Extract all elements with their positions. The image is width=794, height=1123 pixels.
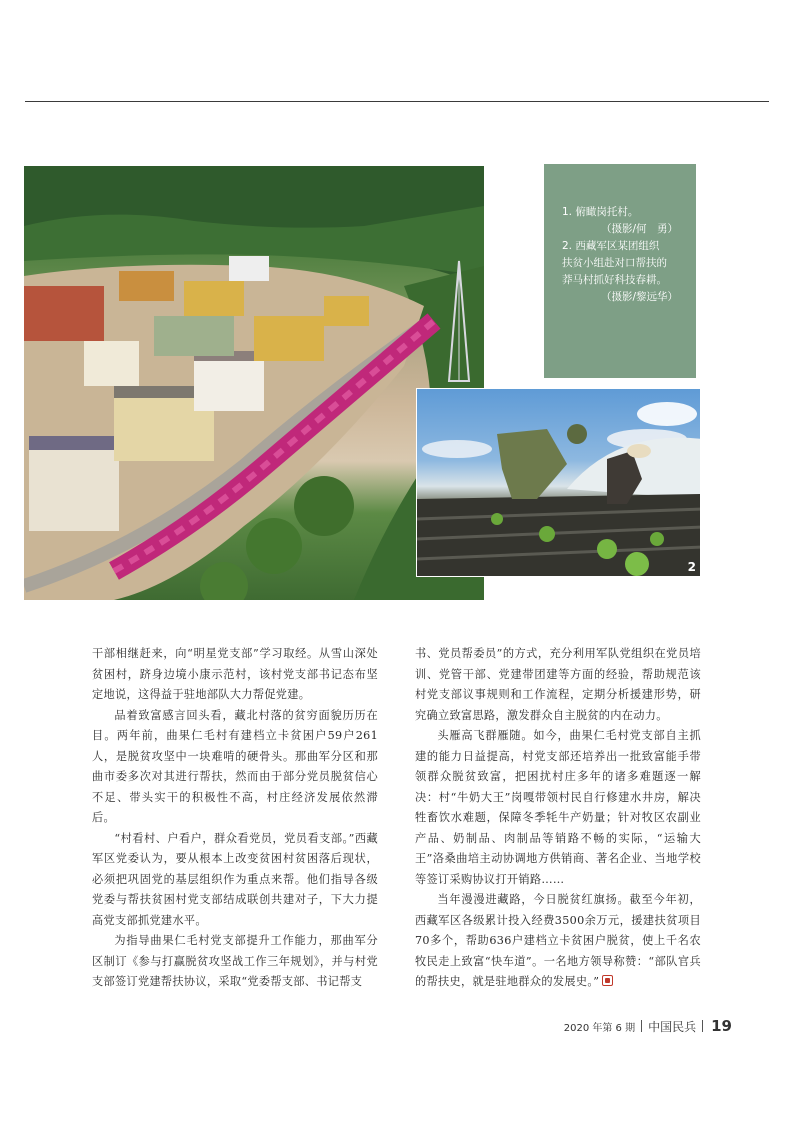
caption-credit-2: （摄影/黎远华） <box>600 291 678 303</box>
caption-line-2a: 2. 西藏军区某团组织 <box>562 240 660 252</box>
caption-credit-1: （摄影/何 勇） <box>600 223 678 235</box>
magazine-name: 中国民兵 <box>648 1019 697 1034</box>
end-mark-icon <box>602 975 613 986</box>
page-number: 19 <box>711 1017 732 1035</box>
footer-divider <box>702 1020 703 1032</box>
paragraph: 头雁高飞群雁随。如今，曲果仁毛村党支部自主抓建的能力日益提高，村党支部还培养出一批致富能手带领群众脱贫致富，把困扰村庄多年的诸多难题逐一解决：村“牛奶大王”岗嘎带领村民自行修建水井房，解决牲畜饮水难题，保障冬季牦牛产奶量；针对牧区农副业产品、奶制品、肉制品等销路不畅的实际，“运输大王”洛桑曲培主动协调地方供销商、著名企业、当地学校等签订采购协议打开销路…… <box>415 729 701 886</box>
header-rule <box>25 101 769 102</box>
article-left-column <box>92 644 378 993</box>
paragraph-final-text: 当年漫漫进藏路，今日脱贫红旗扬。截至今年初，西藏军区各级累计投入经费3500余万元，援建扶贫项目70多个，帮助636户建档立卡贫困户脱贫，使上千名农牧民走上致富“快车道”。一名地方领导称赞：“部队官兵的帮扶史，就是驻地群众的发展史。” <box>415 893 701 988</box>
paragraph: “村看村、户看户，群众看党员，党员看支部。”西藏军区党委认为，要从根本上改变贫困村贫困落后现状，必须把巩固党的基层组织作为重点来帮。他们指导各级党委与帮扶贫困村党支部结成联创共建对子，下大力提高党支部抓党建水平。 <box>92 831 378 927</box>
page-footer <box>564 1017 732 1035</box>
paragraph: 书、党员帮委员”的方式，充分利用军队党组织在党员培训、党管干部、党建带团建等方面的经验，帮助规范该村党支部议事规则和工作流程，定期分析援建形势，研究确立致富思路，激发群众自主脱贫的内在动力。 <box>415 647 701 722</box>
paragraph-final <box>415 890 701 993</box>
caption-line-1: 1. 俯瞰岗托村。 <box>562 206 639 218</box>
paragraph: 品着致富感言回头看，藏北村落的贫穷面貌历历在目。两年前，曲果仁毛村有建档立卡贫困户59户261人，是脱贫攻坚中一块难啃的硬骨头。那曲军分区和那曲市委多次对其进行帮扶，然而由于部分党员脱贫信心不足、带头实干的积极性不高，村庄经济发展依然滞后。 <box>92 708 378 824</box>
caption-line-2c: 莽马村抓好科技春耕。 <box>562 274 667 286</box>
photo-aerial-village <box>24 166 484 600</box>
article-right-column <box>415 644 701 993</box>
spring-planting-illustration <box>417 389 701 577</box>
photo-caption-box <box>544 164 696 378</box>
paragraph: 干部相继赶来，向“明星党支部”学习取经。从雪山深处贫困村，跻身边境小康示范村，该村党支部书记态布坚定地说，这得益于驻地部队大力帮促党建。 <box>92 647 378 701</box>
caption-line-2b: 扶贫小组赴对口帮扶的 <box>562 257 667 269</box>
issue-label: 2020 年第 6 期 <box>563 1022 636 1034</box>
photo-spring-planting <box>416 388 701 577</box>
paragraph: 为指导曲果仁毛村党支部提升工作能力，那曲军分区制订《参与打赢脱贫攻坚战工作三年规划》，并与村党支部签订党建帮扶协议，采取“党委帮支部、书记帮支 <box>92 934 378 988</box>
aerial-village-illustration <box>24 166 484 600</box>
footer-divider <box>641 1020 642 1032</box>
photo-number-label: 2 <box>687 560 696 574</box>
